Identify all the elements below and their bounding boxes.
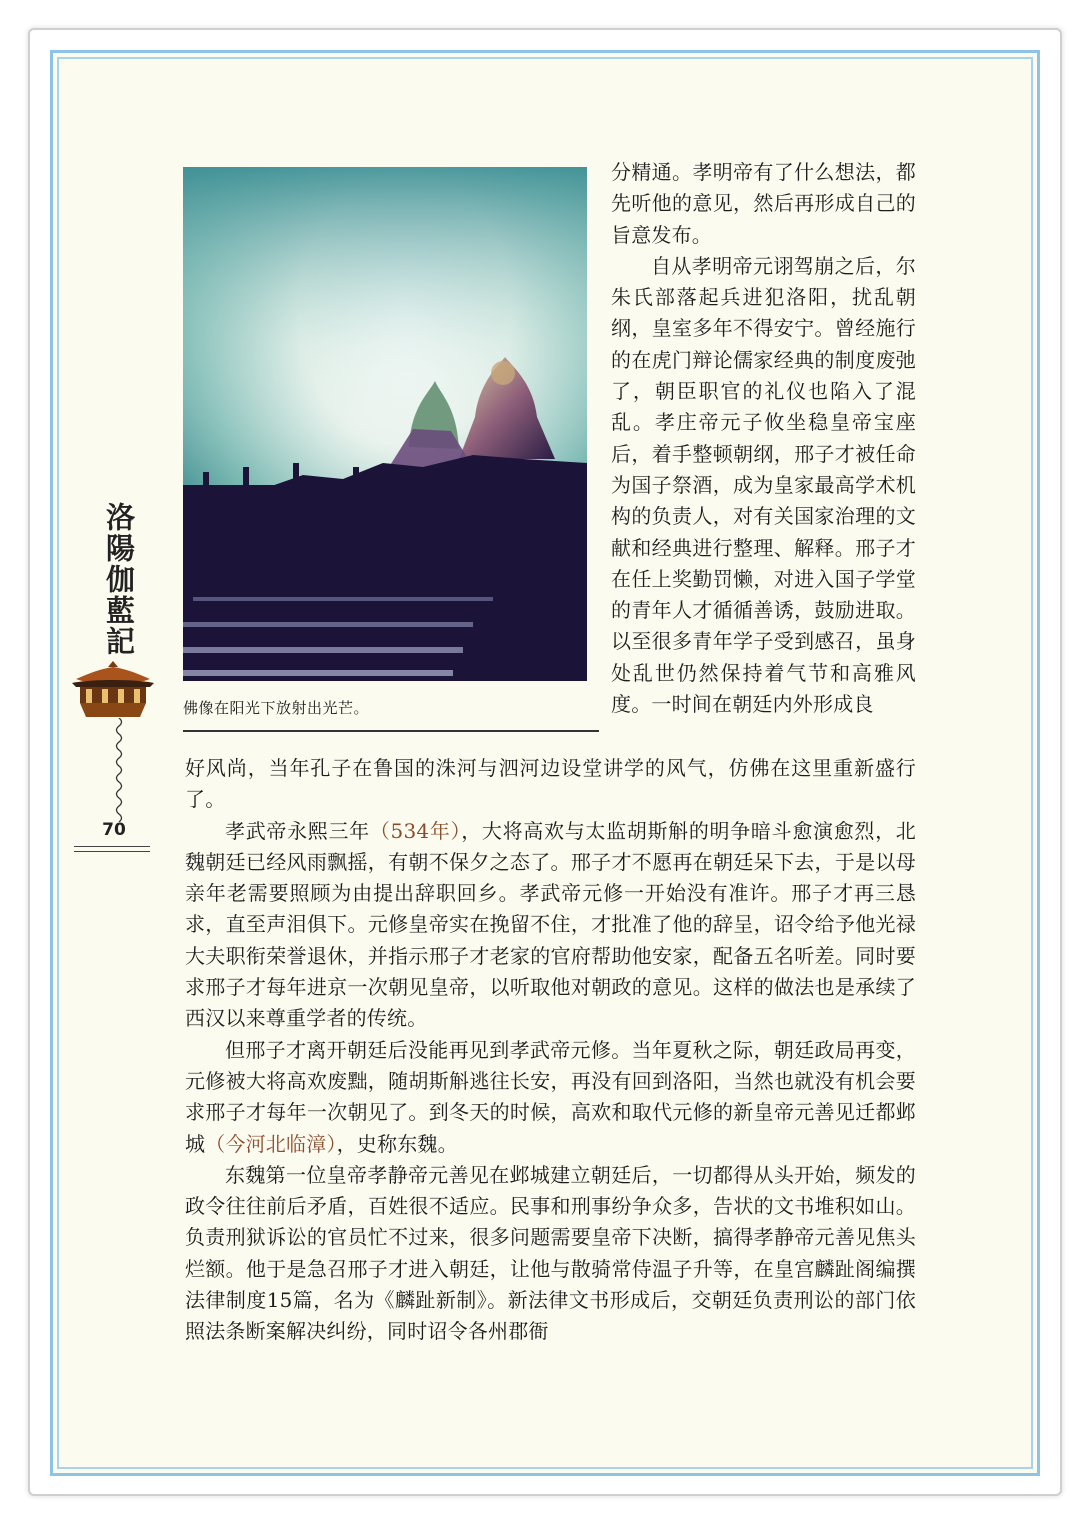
paragraph-yuanxiu-text-start: 但邢子才离开朝廷后没能再见到孝武帝元修。当年夏秋之际，朝廷政局再变，元修被大将高欢废黜，随胡斯斛逃往长安，再没有回到洛阳，当然也就没有机会要求邢子才每年一次朝见了。到冬天的时候，高欢和取代元修的新皇帝元善见迁都邺城: [185, 1037, 916, 1156]
paragraph-eastern-wei: 东魏第一位皇帝孝静帝元善见在邺城建立朝廷后，一切都得从头开始，频发的政令往往前后矛盾，百姓很不适应。民事和刑事纷争众多，告状的文书堆积如山。负责刑狱诉讼的官员忙不过来，很多问题需要皇帝下决断，搞得孝静帝元善见焦头烂额。他于是急召邢子才进入朝廷，让他与散骑常侍温子升等，在皇宫麟趾阁编撰法律制度15篇，名为《麟趾新制》。新法律文书形成后，交朝廷负责刑讼的部门依照法条断案解决纠纷，同时诏令各州郡衙: [185, 1162, 916, 1344]
year-note: （534年）: [369, 818, 462, 843]
photo-caption: 佛像在阳光下放射出光芒。: [183, 699, 370, 717]
page-number-rule: [74, 846, 150, 852]
paragraph-yuanxiu-deposed: [185, 1035, 916, 1160]
paragraph-yongxi-text-end: ，大将高欢与太监胡斯斛的明争暗斗愈演愈烈，北魏朝廷已经风雨飘摇，有朝不保夕之态了。邢子才不愿再在朝廷呆下去，于是以母亲年老需要照顾为由提出辞职回乡。孝武帝元修一开始没有准许。邢子才再三恳求，直至声泪俱下。元修皇帝实在挽留不住，才批准了他的辞呈，诏令给予他光禄大夫职衔荣誉退休，并指示邢子才老家的官府帮助他安家，配备五名听差。同时要求邢子才每年进京一次朝见皇帝，以听取他对朝政的意见。这样的做法也是承续了西汉以来尊重学者的传统。: [185, 818, 916, 1031]
wavy-divider-icon: [112, 718, 126, 822]
paragraph-continued: 分精通。孝明帝有了什么想法，都先听他的意见，然后再形成自己的旨意发布。: [611, 160, 916, 247]
buddha-photo-image: [183, 167, 587, 681]
paragraph-xing-zicai-appointment: 自从孝明帝元诩驾崩之后，尔朱氏部落起兵进犯洛阳，扰乱朝纲，皇室多年不得安宁。曾经施行的在虎门辩论儒家经典的制度废弛了，朝臣职官的礼仪也陷入了混乱。孝庄帝元子攸坐稳皇帝宝座后，着手整顿朝纲，邢子才被任命为国子祭酒，成为皇家最高学术机构的负责人，对有关国家治理的文献和经典进行整理、解释。邢子才在任上奖勤罚懒，对进入国子学堂的青年人才循循善诱，鼓励进取。以至很多青年学子受到感召，虽身处乱世仍然保持着气节和高雅风度。一时间在朝廷内外形成良: [611, 253, 916, 717]
pavilion-emblem-icon: [70, 659, 156, 719]
paragraph-yuanxiu-text-end: ，史称东魏。: [336, 1131, 458, 1156]
paragraph-continuation: 好风尚，当年孔子在鲁国的洙河与泗河边设堂讲学的风气，仿佛在这里重新盛行了。: [185, 756, 916, 812]
location-note: （今河北临漳）: [205, 1131, 337, 1156]
full-width-text: [185, 753, 916, 1348]
caption-divider: [183, 730, 599, 732]
paragraph-yongxi-year: [185, 816, 916, 1035]
page-number: 70: [102, 820, 126, 840]
book-title-vertical: 洛陽伽藍記: [102, 502, 136, 657]
paragraph-yongxi-text-start: 孝武帝永熙三年: [225, 818, 370, 843]
right-text-column: [611, 157, 916, 720]
buddha-photo: [183, 167, 587, 681]
